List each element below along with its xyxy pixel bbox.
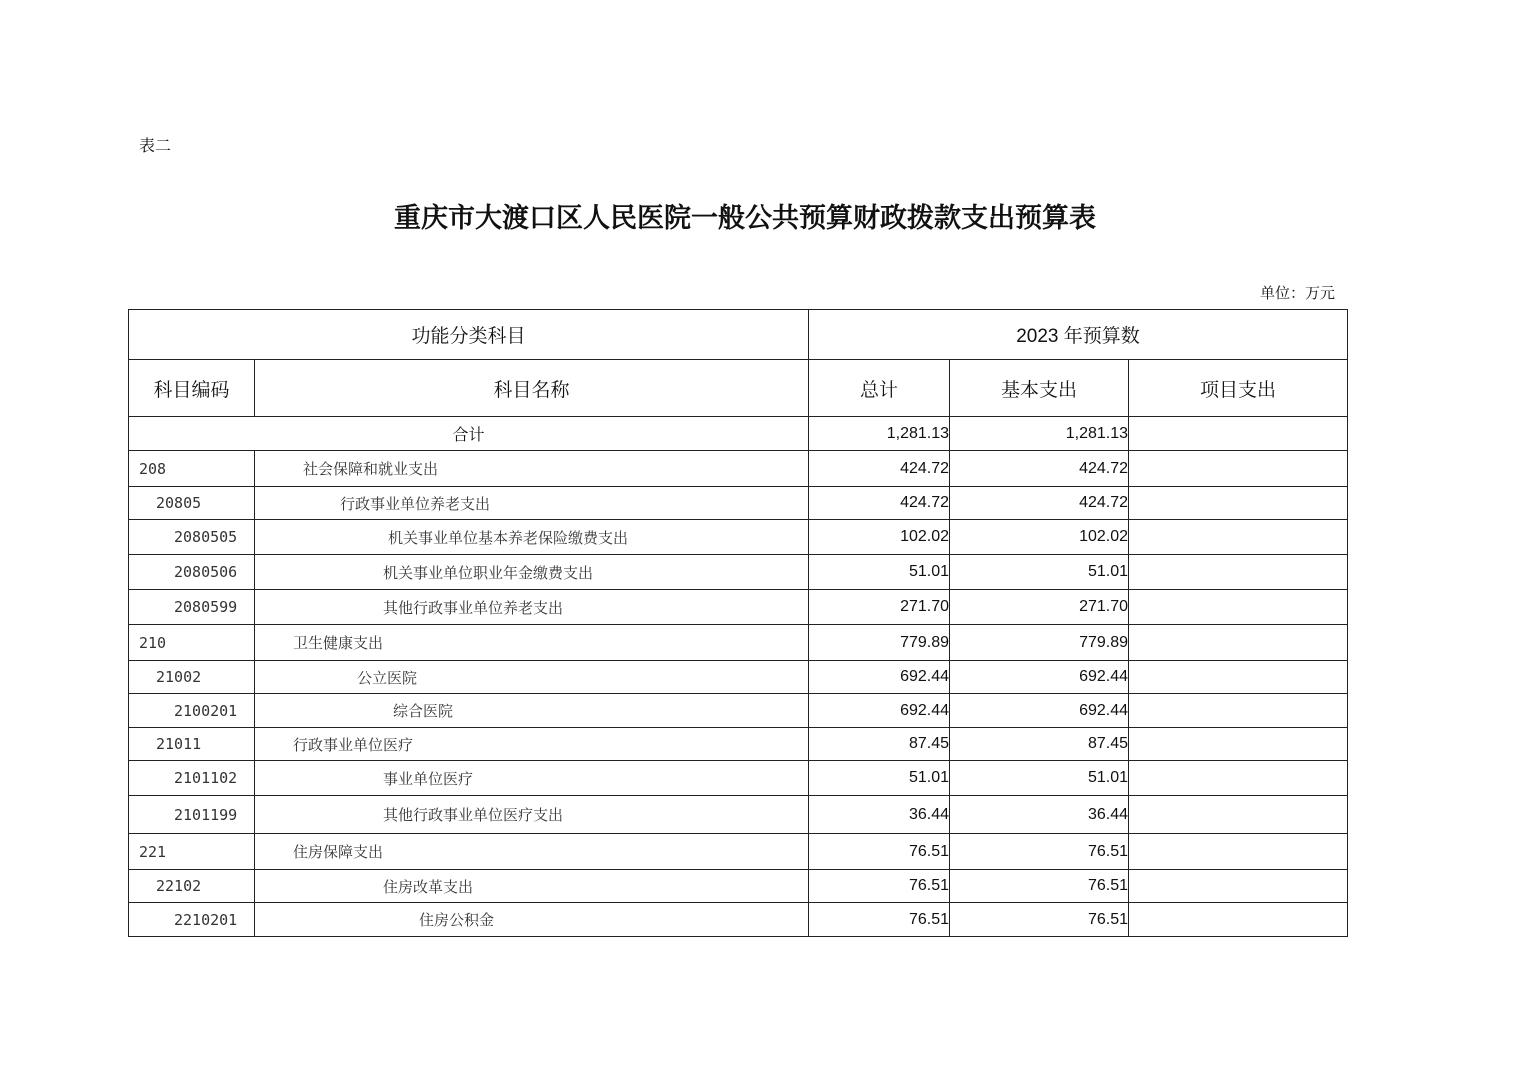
row-name: 住房保障支出 [255,834,809,870]
row-name: 社会保障和就业支出 [255,451,809,487]
row-total: 76.51 [809,834,950,870]
row-total: 51.01 [809,761,950,796]
row-total: 76.51 [809,870,950,903]
row-code: 2210201 [129,903,255,937]
row-total: 271.70 [809,590,950,625]
row-total: 102.02 [809,520,950,555]
row-basic: 87.45 [950,728,1129,761]
row-basic: 76.51 [950,903,1129,937]
table-row [129,625,1348,661]
row-name: 公立医院 [255,661,809,694]
total-total: 1,281.13 [809,417,950,451]
header-budget-group: 2023 年预算数 [809,310,1348,360]
row-basic: 51.01 [950,761,1129,796]
table-row [129,520,1348,555]
header-category-group: 功能分类科目 [129,310,809,360]
row-project [1129,903,1348,937]
row-name: 事业单位医疗 [255,761,809,796]
row-code: 21002 [129,661,255,694]
row-total: 779.89 [809,625,950,661]
row-code: 2080506 [129,555,255,590]
row-project [1129,625,1348,661]
table-row [129,661,1348,694]
row-total: 87.45 [809,728,950,761]
row-code: 2080505 [129,520,255,555]
table-row [129,555,1348,590]
header-group-row [129,310,1348,360]
row-name: 住房改革支出 [255,870,809,903]
row-project [1129,694,1348,728]
row-basic: 692.44 [950,661,1129,694]
row-name: 综合医院 [255,694,809,728]
header-total: 总计 [809,360,950,417]
table-row [129,761,1348,796]
row-basic: 51.01 [950,555,1129,590]
row-code: 21011 [129,728,255,761]
row-code: 2080599 [129,590,255,625]
row-name: 其他行政事业单位养老支出 [255,590,809,625]
table-row [129,728,1348,761]
budget-table [128,309,1348,937]
row-project [1129,451,1348,487]
table-row [129,834,1348,870]
row-basic: 779.89 [950,625,1129,661]
table-label: 表二 [139,136,172,155]
row-code: 20805 [129,487,255,520]
row-total: 76.51 [809,903,950,937]
header-code: 科目编码 [129,360,255,417]
row-project [1129,590,1348,625]
row-total: 692.44 [809,661,950,694]
row-name: 卫生健康支出 [255,625,809,661]
header-name: 科目名称 [255,360,809,417]
unit-label: 单位：万元 [1259,284,1335,302]
row-name: 行政事业单位养老支出 [255,487,809,520]
row-code: 2100201 [129,694,255,728]
total-label: 合计 [129,417,809,451]
table-row [129,694,1348,728]
row-project [1129,728,1348,761]
header-column-row [129,360,1348,417]
row-basic: 424.72 [950,487,1129,520]
row-total: 692.44 [809,694,950,728]
row-basic: 692.44 [950,694,1129,728]
table-row [129,870,1348,903]
row-basic: 424.72 [950,451,1129,487]
row-project [1129,870,1348,903]
row-code: 221 [129,834,255,870]
row-name: 住房公积金 [255,903,809,937]
page-title: 重庆市大渡口区人民医院一般公共预算财政拨款支出预算表 [394,203,1096,234]
row-code: 2101199 [129,796,255,834]
row-code: 2101102 [129,761,255,796]
total-project [1129,417,1348,451]
total-row [129,417,1348,451]
table-row [129,451,1348,487]
row-code: 210 [129,625,255,661]
row-project [1129,520,1348,555]
row-basic: 76.51 [950,870,1129,903]
header-basic: 基本支出 [950,360,1129,417]
row-project [1129,661,1348,694]
row-name: 行政事业单位医疗 [255,728,809,761]
row-name: 机关事业单位基本养老保险缴费支出 [255,520,809,555]
table-row [129,590,1348,625]
row-total: 424.72 [809,451,950,487]
row-project [1129,796,1348,834]
row-basic: 102.02 [950,520,1129,555]
row-total: 424.72 [809,487,950,520]
row-name: 其他行政事业单位医疗支出 [255,796,809,834]
row-basic: 36.44 [950,796,1129,834]
header-project: 项目支出 [1129,360,1348,417]
row-code: 208 [129,451,255,487]
row-project [1129,761,1348,796]
total-basic: 1,281.13 [950,417,1129,451]
row-basic: 76.51 [950,834,1129,870]
row-project [1129,834,1348,870]
row-project [1129,487,1348,520]
row-basic: 271.70 [950,590,1129,625]
row-name: 机关事业单位职业年金缴费支出 [255,555,809,590]
table-row [129,903,1348,937]
row-code: 22102 [129,870,255,903]
row-total: 36.44 [809,796,950,834]
row-total: 51.01 [809,555,950,590]
table-row [129,796,1348,834]
row-project [1129,555,1348,590]
table-row [129,487,1348,520]
